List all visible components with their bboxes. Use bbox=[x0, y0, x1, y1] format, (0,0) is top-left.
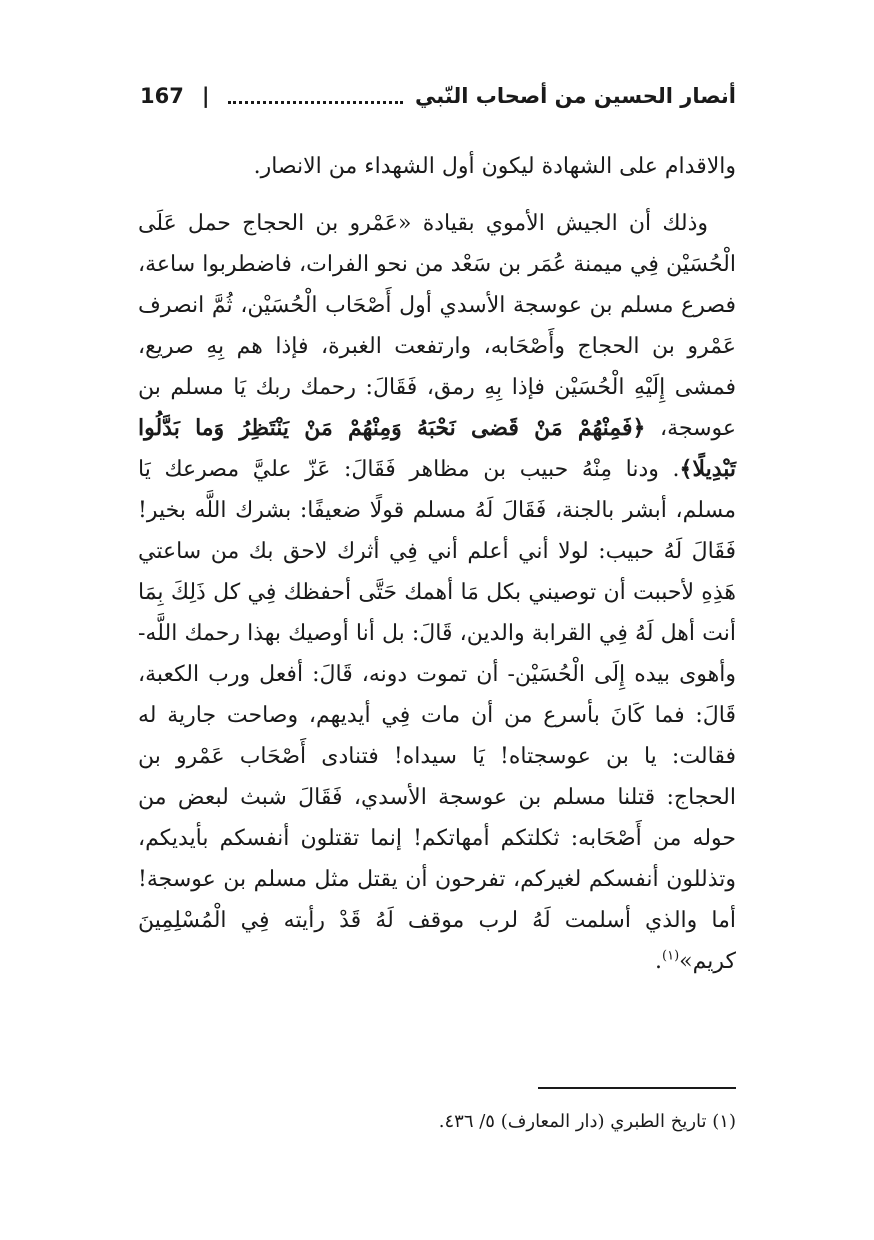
book-title: أنصار الحسين من أصحاب النّبي bbox=[414, 84, 736, 108]
footnote-rule bbox=[538, 1087, 736, 1089]
running-header bbox=[140, 78, 736, 114]
paragraph-period: . bbox=[655, 949, 663, 974]
footnote: (١) تاريخ الطبري (دار المعارف) ٥/ ٤٣٦. bbox=[438, 1111, 736, 1132]
intro-line: والاقدام على الشهادة ليكون أول الشهداء من الانصار. bbox=[253, 154, 736, 179]
leader-dots bbox=[228, 89, 403, 104]
page-number: 167 bbox=[140, 84, 184, 108]
paragraph-opening: وذلك أن الجيش الأموي بقيادة «عَمْرو بن الحجاج حمل عَلَى الْحُسَيْن فِي ميمنة عُمَر بن سَعْد من نحو الفرات، فاضطربوا ساعة، فصرع مسلم بن عوسجة الأسدي أول أَصْحَاب الْحُسَيْن، ثُمَّ انصرف عَمْرو بن الحجاج وأَصْحَابه، وارتفعت الغبرة، فإذا هم بِهِ صريع، فمشى إِلَيْهِ الْحُسَيْن فإذا بِهِ رمق، فَقَالَ: رحمك ربك يَا مسلم بن عوسجة، bbox=[138, 211, 737, 441]
header-separator: | bbox=[201, 84, 210, 108]
quran-verse: ﴿فَمِنْهُمْ مَنْ قَضى نَحْبَهُ وَمِنْهُمْ مَنْ يَنْتَظِرُ وَما بَدَّلُوا تَبْدِيلًا﴾ bbox=[138, 415, 736, 482]
footnote-marker: (١) bbox=[662, 948, 680, 964]
main-paragraph bbox=[138, 203, 736, 982]
main-text bbox=[138, 146, 736, 982]
paragraph-continuation: . ودنا مِنْهُ حبيب بن مظاهر فَقَالَ: عَزّ عليَّ مصرعك يَا مسلم، أبشر بالجنة، فَقَالَ لَهُ مسلم قولًا ضعيفًا: بشرك اللَّه بخير! فَقَالَ لَهُ حبيب: لولا أني أعلم أني فِي أثرك لاحق بك من ساعتي هَذِهِ لأحببت أن توصيني بكل مَا أهمك حَتَّى أحفظك فِي كل ذَلِكَ بِمَا أنت أهل لَهُ فِي القرابة والدين، قَالَ: بل أنا أوصيك بهذا رحمك اللَّه- وأهوى بيده إِلَى الْحُسَيْن- أن تموت دونه، قَالَ: أفعل ورب الكعبة، قَالَ: فما كَانَ بأسرع من أن مات فِي أيديهم، وصاحت جارية له فقالت: يا بن عوسجتاه! يَا سيداه! فتنادى أَصْحَاب عَمْرو بن الحجاج: قتلنا مسلم بن عوسجة الأسدي، فَقَالَ شبث لبعض من حوله من أَصْحَابه: ثكلتكم أمهاتكم! إنما تقتلون أنفسكم بأيديكم، وتذللون أنفسكم لغيركم، تفرحون أن يقتل مثل مسلم بن عوسجة! أما والذي أسلمت لَهُ لرب موقف لَهُ قَدْ رأيته فِي الْمُسْلِمِينَ كريم» bbox=[138, 457, 737, 974]
